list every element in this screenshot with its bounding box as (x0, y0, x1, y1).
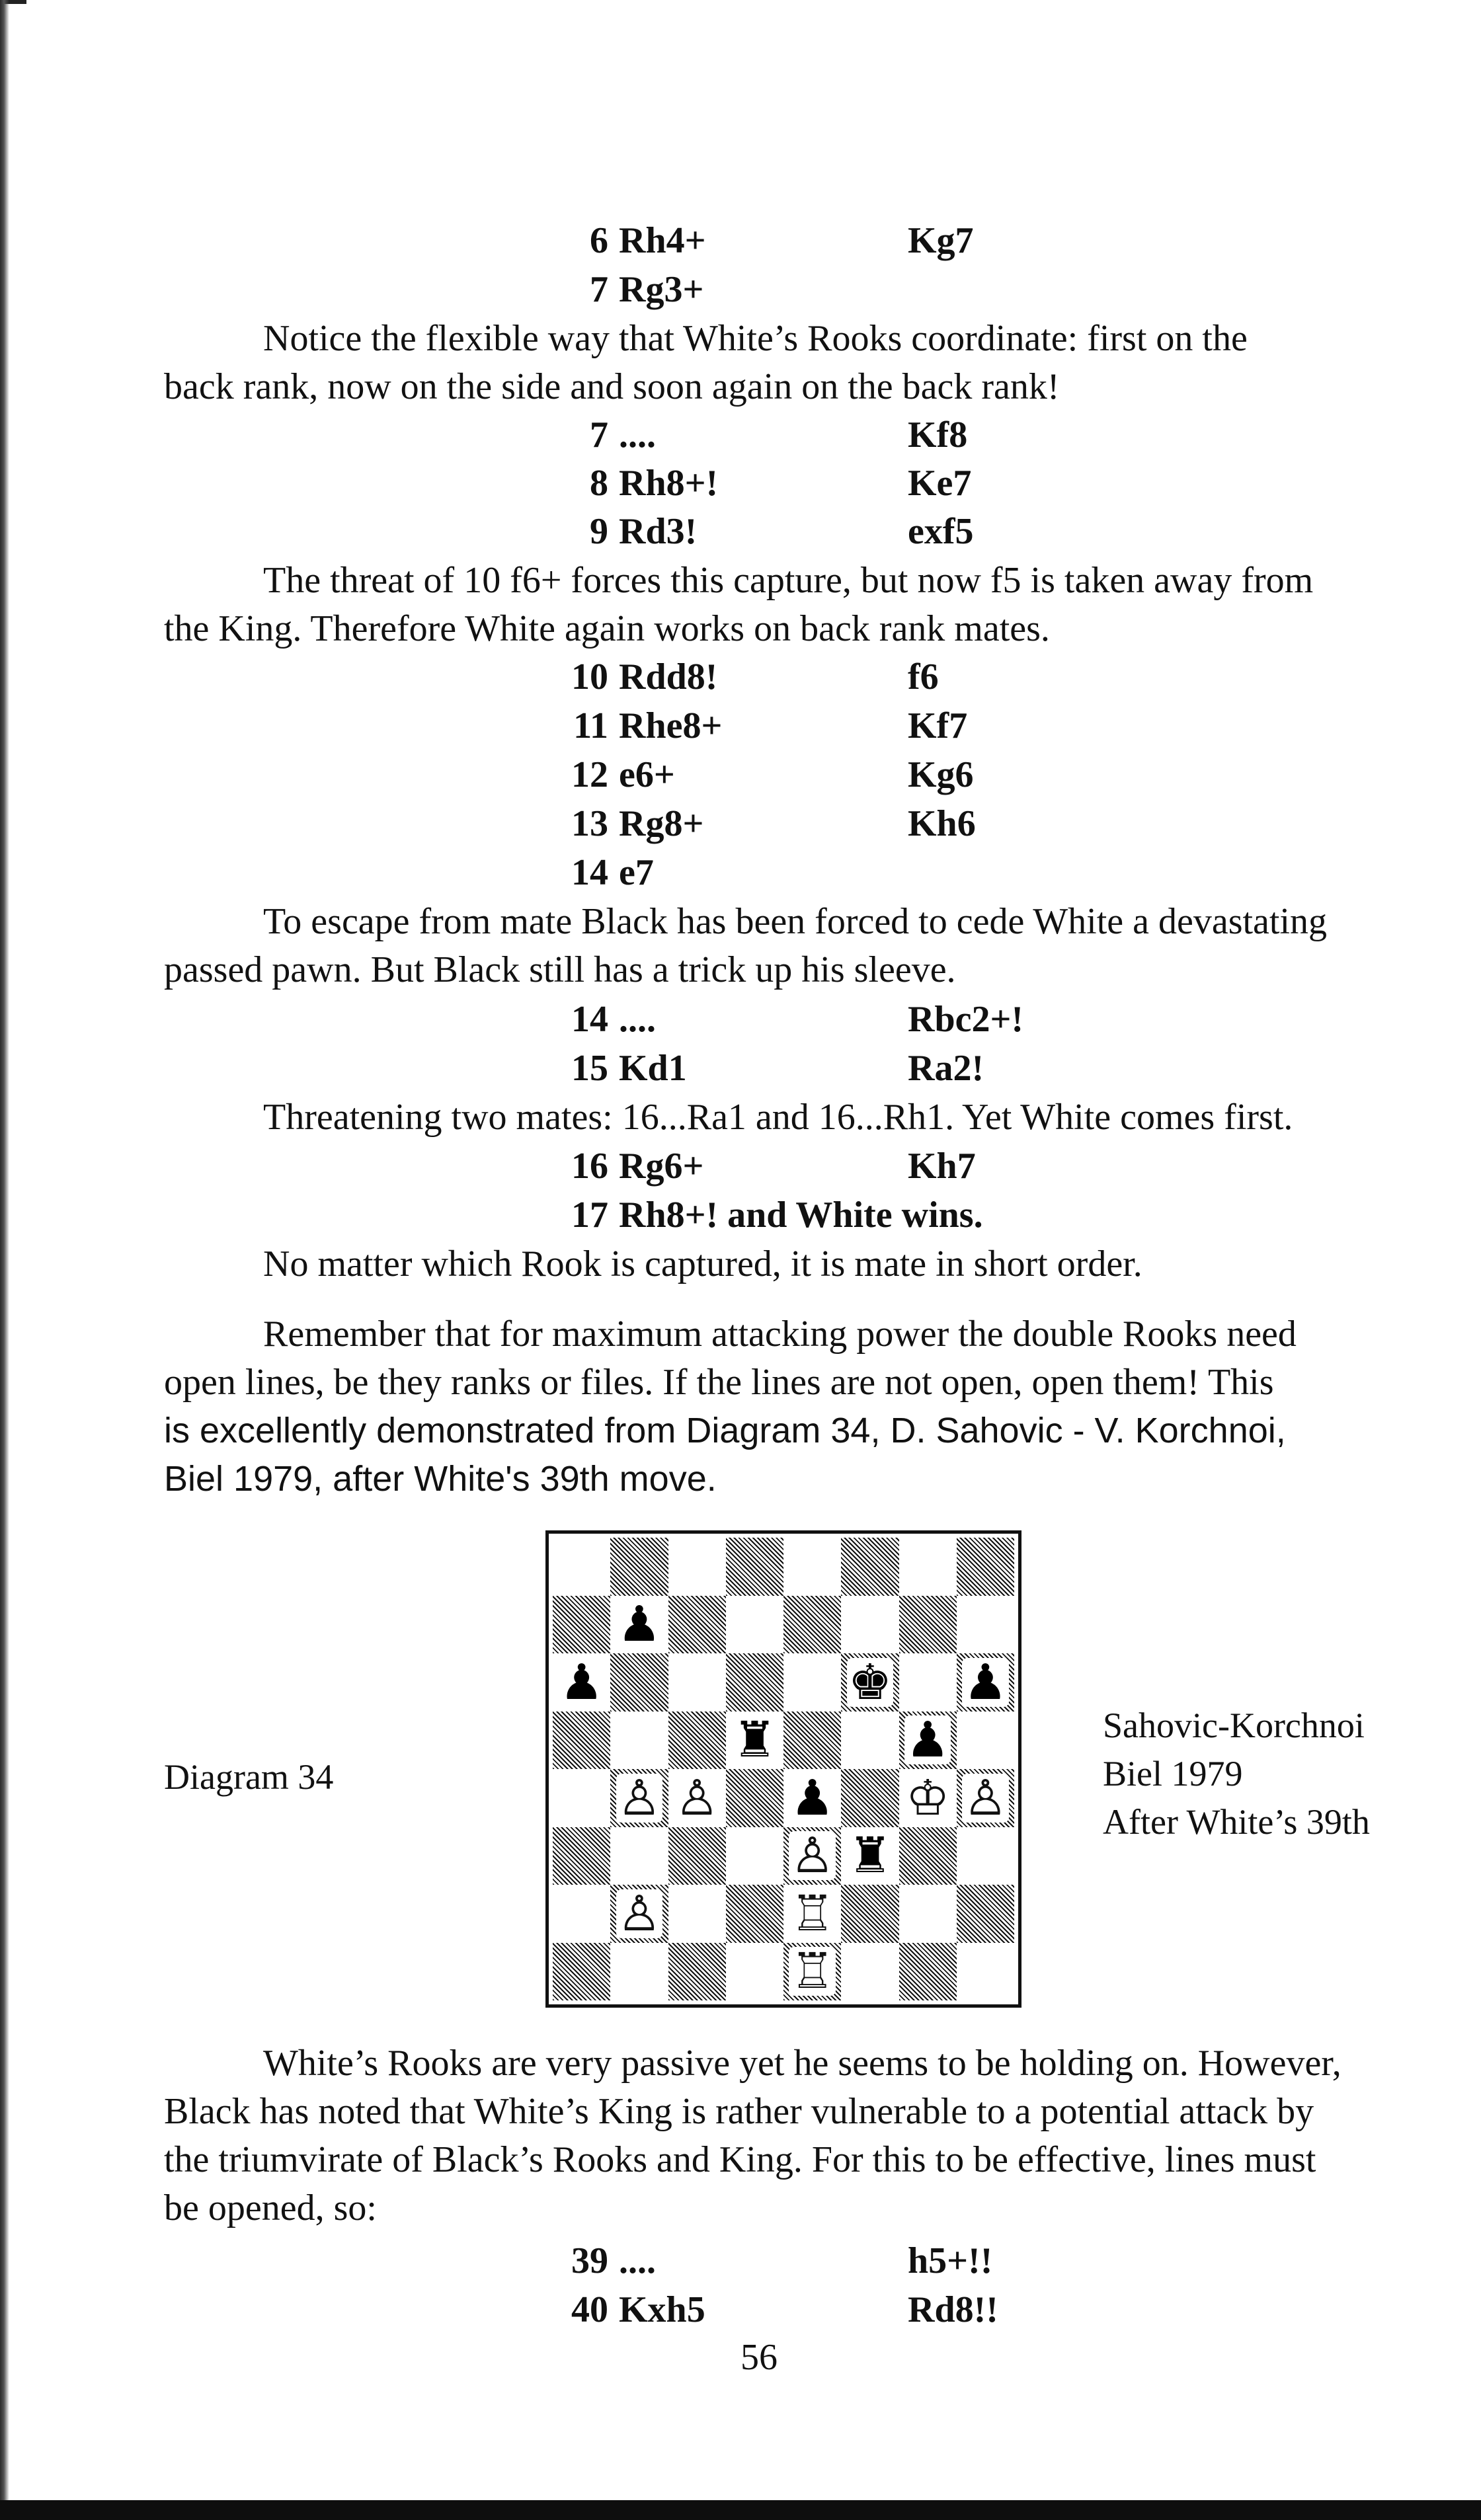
white-move: Rg8+ (619, 803, 704, 844)
board-square (783, 1827, 841, 1885)
board-square (668, 1769, 726, 1827)
paragraph-line: the King. Therefore White again works on back rank mates. (164, 608, 1050, 649)
board-square (783, 1596, 841, 1654)
black-move: exf5 (908, 511, 974, 552)
board-square (610, 1827, 668, 1885)
move-number: 6 (590, 220, 608, 261)
board-square (726, 1653, 783, 1712)
board-square (783, 1712, 841, 1770)
board-square (553, 1596, 610, 1654)
board-square (957, 1827, 1014, 1885)
move-row (555, 2237, 656, 2285)
black-move: Rd8!! (908, 2289, 998, 2330)
move-row (555, 1142, 703, 1190)
page-left-edge (0, 0, 9, 2520)
move-row (555, 800, 703, 847)
board-square (899, 1596, 957, 1654)
board-square (783, 1538, 841, 1596)
black-move: Kf8 (908, 414, 968, 455)
white-move: Rh4+ (619, 220, 706, 261)
board-square (899, 1653, 957, 1712)
board-square (610, 1653, 668, 1712)
board-square (726, 1769, 783, 1827)
board-square (610, 1596, 668, 1654)
move-row (555, 217, 706, 264)
board-square (668, 1885, 726, 1943)
board-square (726, 1885, 783, 1943)
board-square (841, 1943, 899, 2001)
board-square (957, 1712, 1014, 1770)
board-square (726, 1827, 783, 1885)
board-grid (553, 1538, 1014, 2000)
paragraph-line: No matter which Rook is captured, it is mate in short order. (263, 1243, 1142, 1284)
paragraph-line: Threatening two mates: 16...Ra1 and 16...Rh1. Yet White comes first. (263, 1097, 1293, 1138)
page-number: 56 (740, 2337, 778, 2378)
white-move: .... (619, 2240, 656, 2281)
white-move: e7 (619, 852, 654, 893)
move-number: 14 (571, 999, 608, 1040)
white-move: Rh8+! (619, 463, 719, 504)
board-square (783, 1943, 841, 2001)
black-move: Ra2! (908, 1048, 984, 1089)
black-move: Rbc2+! (908, 999, 1023, 1040)
board-square (957, 1885, 1014, 1943)
board-square (841, 1827, 899, 1885)
board-square (668, 1827, 726, 1885)
white-move: Kd1 (619, 1048, 687, 1089)
board-square (957, 1653, 1014, 1712)
board-square (783, 1885, 841, 1943)
board-square (899, 1538, 957, 1596)
black-piece: ♟ (617, 1596, 662, 1653)
board-square (610, 1538, 668, 1596)
board-square (610, 1885, 668, 1943)
board-square (957, 1943, 1014, 2001)
paragraph-line: open lines, be they ranks or files. If the lines are not open, open them! This (164, 1362, 1274, 1403)
black-piece: ♟ (905, 1712, 950, 1769)
move-number: 11 (573, 705, 608, 746)
board-square (841, 1538, 899, 1596)
white-move: Kxh5 (619, 2289, 705, 2330)
white-move: Rg3+ (619, 269, 704, 310)
move-number: 12 (571, 754, 608, 795)
white-piece: ♙ (674, 1769, 719, 1827)
board-square (783, 1769, 841, 1827)
board-square (841, 1769, 899, 1827)
move-number: 9 (590, 511, 608, 552)
paragraph-line: Remember that for maximum attacking power the double Rooks need (263, 1314, 1297, 1355)
board-square (957, 1538, 1014, 1596)
black-piece: ♜ (733, 1712, 777, 1769)
diagram-label: Diagram 34 (164, 1757, 334, 1797)
white-piece: ♖ (790, 1885, 834, 1942)
black-piece: ♟ (559, 1653, 604, 1711)
board-square (899, 1885, 957, 1943)
paragraph-line: White’s Rooks are very passive yet he seems to be holding on. However, (263, 2043, 1341, 2084)
move-row (555, 751, 675, 799)
white-move: .... (619, 999, 656, 1040)
white-move: .... (619, 414, 656, 455)
board-square (841, 1712, 899, 1770)
paragraph-line: back rank, now on the side and soon again on the back rank! (164, 366, 1060, 407)
board-square (668, 1943, 726, 2001)
diagram-caption-line: Biel 1979 (1103, 1754, 1243, 1793)
board-square (841, 1653, 899, 1712)
board-square (610, 1712, 668, 1770)
move-number: 13 (571, 803, 608, 844)
white-move: Rd3! (619, 511, 698, 552)
black-move: Kh6 (908, 803, 976, 844)
board-square (668, 1596, 726, 1654)
board-square (726, 1538, 783, 1596)
black-piece: ♟ (963, 1653, 1008, 1711)
board-square (783, 1653, 841, 1712)
board-square (668, 1712, 726, 1770)
board-square (668, 1653, 726, 1712)
move-number: 7 (590, 269, 608, 310)
white-move: Rdd8! (619, 656, 718, 697)
paragraph-line: Black has noted that White’s King is rather vulnerable to a potential attack by (164, 2091, 1314, 2132)
move-number: 16 (571, 1146, 608, 1187)
move-row (555, 702, 722, 750)
board-square (610, 1943, 668, 2001)
move-number: 39 (571, 2240, 608, 2281)
black-piece: ♜ (848, 1827, 893, 1885)
white-piece: ♙ (790, 1827, 834, 1885)
paragraph-line: be opened, so: (164, 2187, 377, 2228)
black-move: Kh7 (908, 1146, 976, 1187)
board-square (899, 1943, 957, 2001)
move-row (555, 1191, 983, 1239)
move-row (555, 2286, 705, 2334)
page-bottom-edge (0, 2500, 1481, 2520)
black-move: Kg6 (908, 754, 974, 795)
black-move: f6 (908, 656, 939, 697)
board-square (610, 1769, 668, 1827)
move-number: 10 (571, 656, 608, 697)
white-move: Rg6+ (619, 1146, 704, 1187)
move-number: 8 (590, 463, 608, 504)
board-square (841, 1596, 899, 1654)
black-move: Kg7 (908, 220, 974, 261)
white-piece: ♙ (963, 1769, 1008, 1827)
paragraph-line: To escape from mate Black has been forced to cede White a devastating (263, 901, 1328, 942)
black-piece: ♚ (848, 1653, 893, 1711)
move-row (555, 266, 703, 313)
white-piece: ♖ (790, 1943, 834, 2000)
board-square (899, 1827, 957, 1885)
board-square (899, 1712, 957, 1770)
move-number: 40 (571, 2289, 608, 2330)
paragraph-line: Biel 1979, after White's 39th move. (164, 1459, 717, 1499)
paragraph-line: the triumvirate of Black’s Rooks and King. For this to be effective, lines must (164, 2139, 1316, 2180)
white-move: Rhe8+ (619, 705, 723, 746)
board-square (726, 1943, 783, 2001)
move-row (555, 508, 697, 555)
white-piece: ♔ (905, 1769, 950, 1827)
board-square (957, 1769, 1014, 1827)
white-piece: ♙ (617, 1769, 662, 1827)
move-number: 14 (571, 852, 608, 893)
black-move: h5+!! (908, 2240, 993, 2281)
board-square (553, 1712, 610, 1770)
move-number: 15 (571, 1048, 608, 1089)
black-piece: ♟ (790, 1769, 834, 1827)
board-square (553, 1885, 610, 1943)
board-square (957, 1596, 1014, 1654)
board-square (726, 1596, 783, 1654)
black-move: Kf7 (908, 705, 968, 746)
board-square (899, 1769, 957, 1827)
paragraph-line: The threat of 10 f6+ forces this capture, but now f5 is taken away from (263, 560, 1314, 601)
paragraph-line: is excellently demonstrated from Diagram 34, D. Sahovic - V. Korchnoi, (164, 1411, 1286, 1450)
black-move: Ke7 (908, 463, 972, 504)
move-number: 17 (571, 1195, 608, 1236)
move-row (555, 849, 654, 896)
move-number: 7 (590, 414, 608, 455)
move-row (555, 996, 656, 1043)
board-square (553, 1653, 610, 1712)
board-square (553, 1538, 610, 1596)
board-square (553, 1827, 610, 1885)
move-row (555, 411, 656, 459)
white-piece: ♙ (617, 1885, 662, 1942)
chess-board (545, 1530, 1021, 2008)
board-square (841, 1885, 899, 1943)
board-square (668, 1538, 726, 1596)
paragraph-line: Notice the flexible way that White’s Rooks coordinate: first on the (263, 318, 1248, 359)
board-square (553, 1943, 610, 2001)
board-square (553, 1769, 610, 1827)
diagram-caption-line: After White’s 39th (1103, 1802, 1370, 1842)
board-square (726, 1712, 783, 1770)
white-move: e6+ (619, 754, 675, 795)
move-row (555, 459, 718, 507)
diagram-caption-line: Sahovic-Korchnoi (1103, 1706, 1365, 1745)
move-row (555, 653, 717, 701)
paragraph-line: passed pawn. But Black still has a trick up his sleeve. (164, 949, 956, 990)
white-move: Rh8+! and White wins. (619, 1195, 983, 1236)
move-row (555, 1044, 687, 1092)
